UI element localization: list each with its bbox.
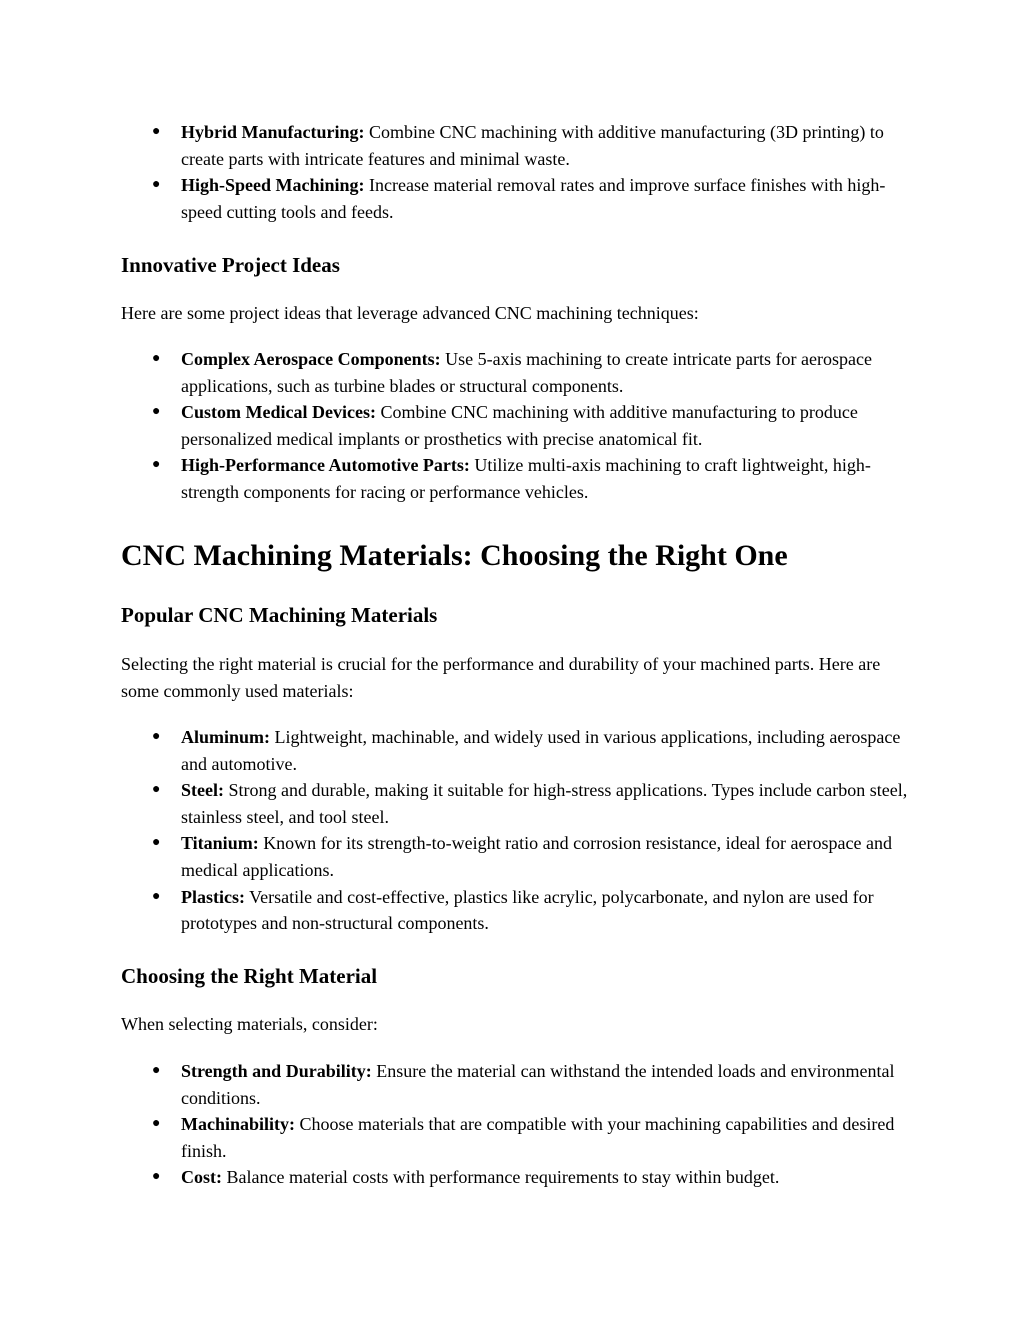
- innovative-list: [121, 346, 911, 506]
- section-heading-popular: Popular CNC Machining Materials: [121, 603, 438, 627]
- list-item-term: Plastics:: [181, 886, 245, 907]
- materials-list: [121, 724, 911, 937]
- list-item-text: Lightweight, machinable, and widely used in various applications, including aerospace and automotive.: [181, 727, 901, 774]
- list-item-term: Complex Aerospace Components:: [181, 349, 441, 369]
- bullet-icon: ●: [152, 835, 161, 851]
- list-item-term: Custom Medical Devices:: [181, 402, 376, 423]
- bullet-icon: ●: [152, 1116, 161, 1132]
- list-item-term: High-Speed Machining:: [181, 175, 365, 196]
- list-item: [121, 1164, 911, 1191]
- list-item-text: Increase material removal rates and improve surface finishes with high-speed cutting tools and feeds.: [181, 175, 886, 222]
- section-heading-choosing: Choosing the Right Material: [121, 964, 378, 988]
- popular-list-section: [121, 724, 911, 937]
- list-item-text: Combine CNC machining with additive manufacturing (3D printing) to create parts with intricate features and minimal waste.: [181, 122, 884, 169]
- bullet-icon: ●: [152, 1063, 161, 1078]
- list-item: [121, 346, 911, 399]
- bullet-icon: ●: [152, 457, 161, 473]
- list-item: [121, 452, 911, 505]
- list-item-text: Versatile and cost-effective, plastics like acrylic, polycarbonate, and nylon are used for prototypes and non-structural components.: [181, 886, 874, 934]
- bullet-icon: ●: [152, 177, 161, 193]
- bullet-icon: ●: [152, 729, 161, 744]
- list-item: [121, 119, 911, 172]
- bullet-icon: ●: [152, 888, 161, 904]
- innovative-list-section: [121, 346, 911, 506]
- list-item: [121, 777, 911, 830]
- list-item-term: Hybrid Manufacturing:: [181, 122, 365, 142]
- considerations-list: [121, 1058, 911, 1191]
- techniques-list-section: [121, 119, 911, 225]
- list-item-text: Ensure the material can withstand the intended loads and environmental conditions.: [181, 1061, 895, 1108]
- list-item-term: High-Performance Automotive Parts:: [181, 455, 470, 476]
- choosing-list-section: [121, 1058, 911, 1191]
- bullet-icon: ●: [152, 404, 161, 420]
- bullet-icon: ●: [152, 782, 161, 798]
- list-item-text: Utilize multi-axis machining to craft lightweight, high-strength components for racing or performance vehicles.: [181, 455, 871, 502]
- list-item-text: Strong and durable, making it suitable for high-stress applications. Types include carbon steel, stainless steel, and tool steel.: [181, 780, 908, 827]
- list-item: [121, 884, 911, 937]
- popular-intro: Selecting the right material is crucial for the performance and durability of your machined parts. Here are some commonly used materials:: [121, 654, 881, 701]
- list-item-term: Strength and Durability:: [181, 1061, 372, 1081]
- choosing-intro: When selecting materials, consider:: [121, 1014, 378, 1034]
- section-heading-innovative: Innovative Project Ideas: [121, 253, 340, 277]
- innovative-intro: Here are some project ideas that leverage advanced CNC machining techniques:: [121, 303, 699, 323]
- page-title: CNC Machining Materials: Choosing the Right One: [121, 539, 788, 572]
- list-item-term: Cost:: [181, 1167, 222, 1188]
- list-item-text: Balance material costs with performance requirements to stay within budget.: [222, 1167, 780, 1188]
- list-item-text: Choose materials that are compatible with your machining capabilities and desired finish.: [181, 1114, 895, 1161]
- list-item-term: Machinability:: [181, 1114, 296, 1135]
- list-item: [121, 830, 911, 883]
- bullet-icon: ●: [152, 1169, 161, 1185]
- bullet-icon: ●: [152, 351, 161, 366]
- list-item: [121, 724, 911, 777]
- list-item-term: Steel:: [181, 780, 224, 801]
- list-item: [121, 172, 911, 225]
- list-item-text: Known for its strength-to-weight ratio and corrosion resistance, ideal for aerospace and medical applications.: [181, 833, 892, 880]
- list-item-term: Titanium:: [181, 833, 259, 854]
- list-item: [121, 1111, 911, 1164]
- list-item: [121, 1058, 911, 1111]
- list-item: [121, 399, 911, 452]
- techniques-list: [121, 119, 911, 225]
- list-item-term: Aluminum:: [181, 727, 271, 747]
- bullet-icon: ●: [152, 124, 161, 139]
- list-item-text: Use 5-axis machining to create intricate parts for aerospace applications, such as turbine blades or structural components.: [181, 349, 872, 396]
- list-item-text: Combine CNC machining with additive manufacturing to produce personalized medical implants or prosthetics with precise anatomical fit.: [181, 402, 858, 449]
